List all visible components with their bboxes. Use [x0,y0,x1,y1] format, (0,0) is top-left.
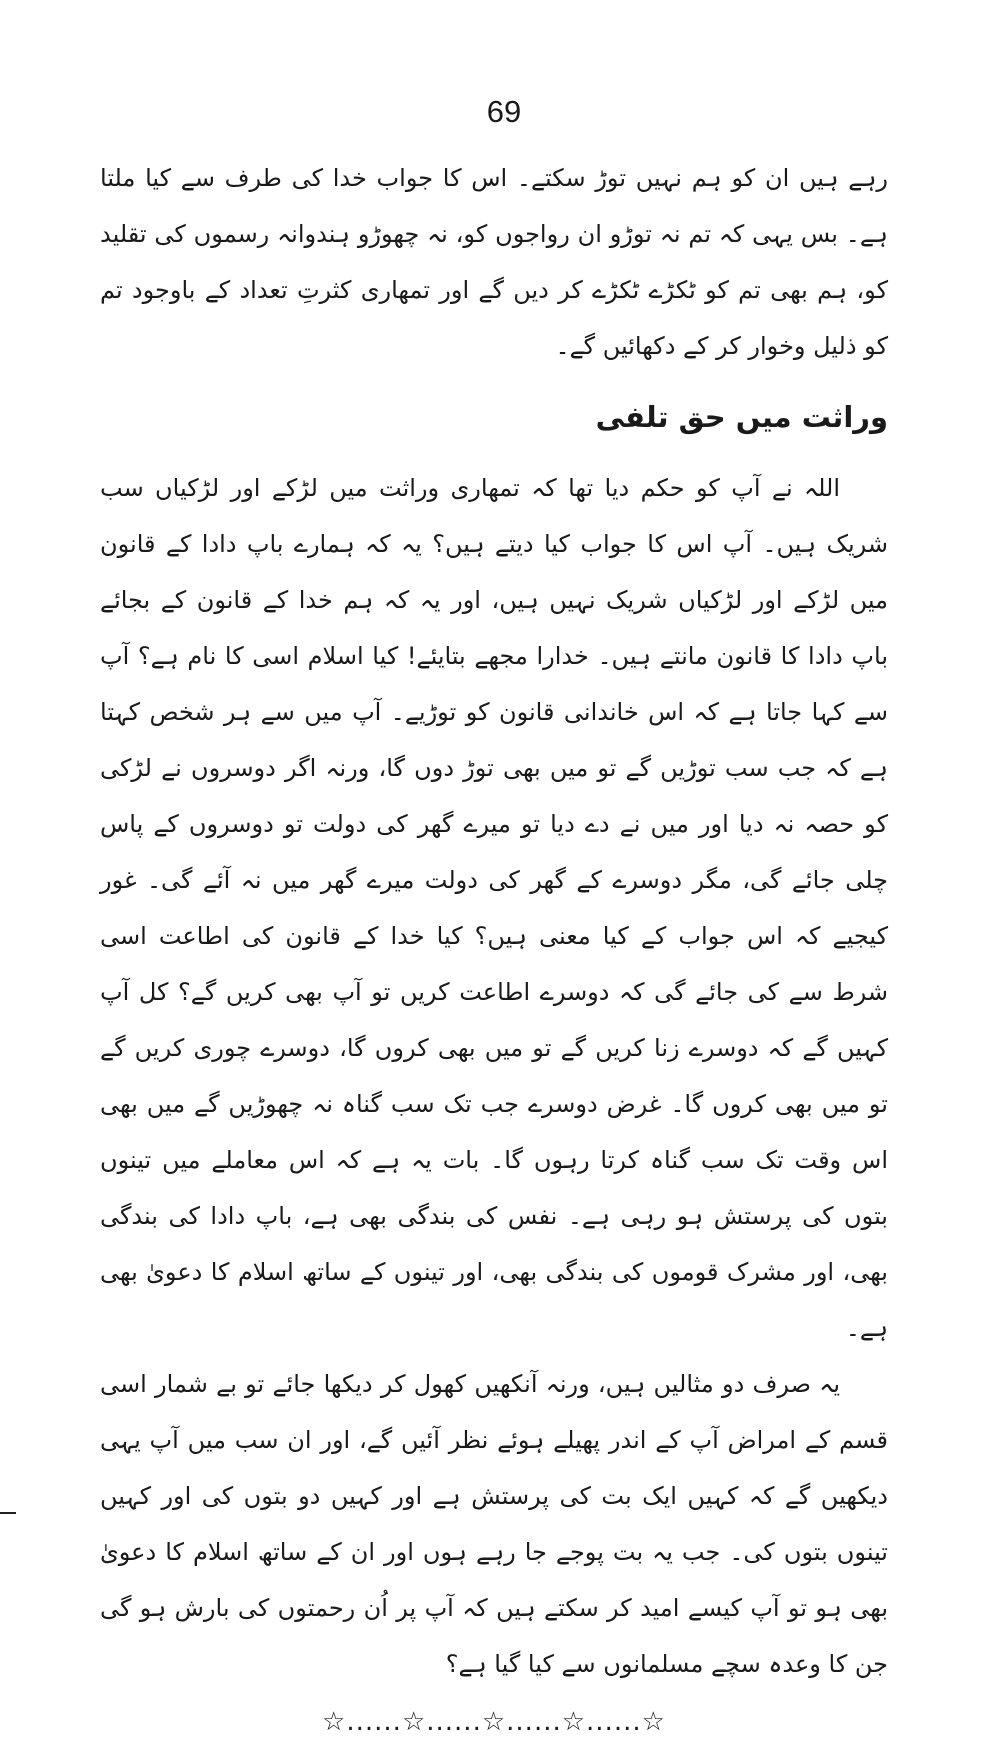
paragraph-opening: رہے ہیں ان کو ہم نہیں توڑ سکتے۔ اس کا جواب خدا کی طرف سے کیا ملتا ہے۔ بس یہی کہ تم نہ توڑو ان رواجوں کو، نہ چھوڑو ہندوانہ رسموں کی تقلید کو، ہم بھی تم کو ٹکڑے ٹکڑے کر دیں گے اور تمھاری کثرتِ تعداد کے باوجود تم کو ذلیل وخوار کر کے دکھائیں گے۔ [100,164,888,360]
margin-mark [0,1512,16,1514]
section-separator: ☆......☆......☆......☆......☆ [322,1707,666,1737]
section-heading: وراثت میں حق تلفی [595,400,888,434]
paragraph-conclusion: یہ صرف دو مثالیں ہیں، ورنہ آنکھیں کھول کر دیکھا جائے تو بے شمار اسی قسم کے امراض آپ کے اندر پھیلے ہوئے نظر آئیں گے، اور ان سب میں آپ یہی دیکھیں گے کہ کہیں ایک بت کی پرستش ہے اور کہیں دو بتوں کی اور کہیں تینوں بتوں کی۔ جب یہ بت پوجے جا رہے ہوں اور ان کے ساتھ اسلام کا دعویٰ بھی ہو تو آپ کیسے امید کر سکتے ہیں کہ آپ پر اُن رحمتوں کی بارش ہو گی جن کا وعدہ سچے مسلمانوں سے کیا گیا ہے؟ [100,1370,888,1678]
page-number: 69 [486,94,522,129]
page-body [100,150,888,1742]
paragraph-inheritance: اللہ نے آپ کو حکم دیا تھا کہ تمھاری وراثت میں لڑکے اور لڑکیاں سب شریک ہیں۔ آپ اس کا جواب کیا دیتے ہیں؟ یہ کہ ہمارے باپ دادا کے قانون میں لڑکے اور لڑکیاں شریک نہیں ہیں، اور یہ کہ ہم خدا کے قانون کے بجائے باپ دادا کا قانون مانتے ہیں۔ خدارا مجھے بتایئے! کیا اسلام اسی کا نام ہے؟ آپ سے کہا جاتا ہے کہ اس خاندانی قانون کو توڑیے۔ آپ میں سے ہر شخص کہتا ہے کہ جب سب توڑیں گے تو میں بھی توڑ دوں گا، ورنہ اگر دوسروں نے لڑکی کو حصہ نہ دیا اور میں نے دے دیا تو میرے گھر کی دولت تو دوسروں کے پاس چلی جائے گی، مگر دوسرے کے گھر کی دولت میرے گھر میں نہ آئے گی۔ غور کیجیے کہ اس جواب کے کیا معنی ہیں؟ کیا خدا کے قانون کی اطاعت اسی شرط سے کی جائے گی کہ دوسرے اطاعت کریں تو آپ بھی کریں گے؟ کل آپ کہیں گے کہ دوسرے زنا کریں گے تو میں بھی کروں گا، دوسرے چوری کریں گے تو میں بھی کروں گا۔ غرض دوسرے جب تک سب گناہ نہ چھوڑیں گے میں بھی اس وقت تک سب گناہ کرتا رہوں گا۔ بات یہ ہے کہ اس معاملے میں تینوں بتوں کی پرستش ہو رہی ہے۔ نفس کی بندگی بھی ہے، باپ دادا کی بندگی بھی، اور مشرک قوموں کی بندگی بھی، اور تینوں کے ساتھ اسلام کا دعویٰ بھی ہے۔ [100,474,888,1342]
